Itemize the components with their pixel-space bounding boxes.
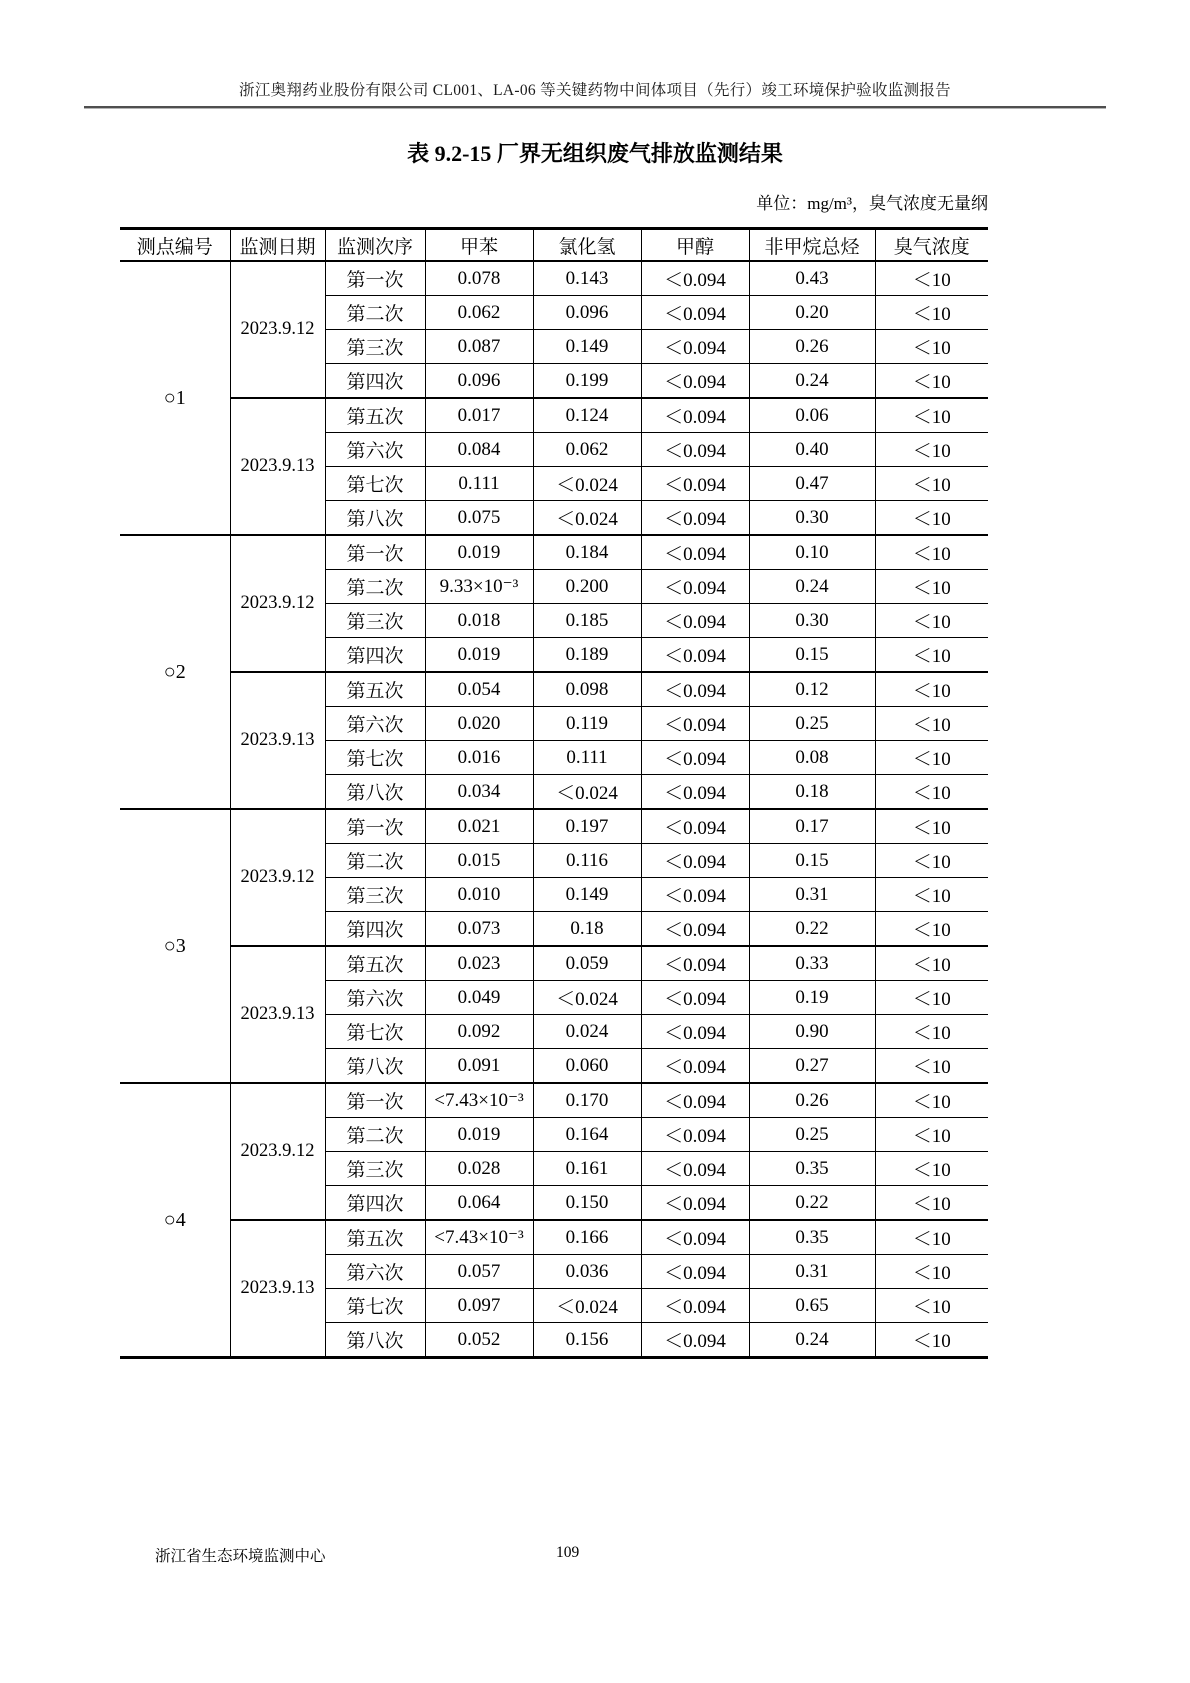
value-cell: ＜10	[875, 570, 988, 604]
value-cell: 0.036	[533, 1255, 641, 1289]
value-cell: ＜0.094	[641, 1323, 749, 1358]
value-cell: 0.054	[425, 672, 533, 707]
value-cell: ＜10	[875, 707, 988, 741]
point-id-cell: ○2	[120, 535, 230, 809]
value-cell: ＜10	[875, 330, 988, 364]
value-cell: 0.019	[425, 1118, 533, 1152]
value-cell: 0.197	[533, 809, 641, 844]
value-cell: 0.062	[425, 296, 533, 330]
value-cell: ＜0.094	[641, 912, 749, 947]
value-cell: ＜0.094	[641, 364, 749, 399]
value-cell: 0.078	[425, 261, 533, 296]
sequence-cell: 第二次	[325, 570, 425, 604]
value-cell: 0.20	[749, 296, 875, 330]
column-header: 监测次序	[325, 229, 425, 262]
sequence-cell: 第三次	[325, 1152, 425, 1186]
value-cell: 0.24	[749, 1323, 875, 1358]
value-cell: ＜0.094	[641, 809, 749, 844]
value-cell: ＜0.094	[641, 433, 749, 467]
sequence-cell: 第二次	[325, 1118, 425, 1152]
value-cell: 0.27	[749, 1049, 875, 1084]
value-cell: ＜10	[875, 912, 988, 947]
value-cell: 0.098	[533, 672, 641, 707]
column-header: 监测日期	[230, 229, 325, 262]
value-cell: ＜0.024	[533, 501, 641, 536]
value-cell: 0.43	[749, 261, 875, 296]
sequence-cell: 第四次	[325, 912, 425, 947]
value-cell: 0.90	[749, 1015, 875, 1049]
value-cell: 0.25	[749, 1118, 875, 1152]
value-cell: ＜10	[875, 535, 988, 570]
value-cell: ＜0.094	[641, 1015, 749, 1049]
value-cell: ＜0.024	[533, 775, 641, 810]
value-cell: 0.124	[533, 398, 641, 433]
value-cell: ＜10	[875, 946, 988, 981]
value-cell: ＜0.094	[641, 946, 749, 981]
monitoring-results-table	[120, 227, 988, 1359]
value-cell: ＜10	[875, 1255, 988, 1289]
value-cell: 0.087	[425, 330, 533, 364]
date-cell: 2023.9.13	[230, 672, 325, 809]
value-cell: 0.075	[425, 501, 533, 536]
date-cell: 2023.9.13	[230, 946, 325, 1083]
table-row	[120, 946, 988, 981]
value-cell: ＜0.094	[641, 672, 749, 707]
sequence-cell: 第一次	[325, 809, 425, 844]
value-cell: 0.023	[425, 946, 533, 981]
value-cell: 0.22	[749, 912, 875, 947]
value-cell: 0.021	[425, 809, 533, 844]
value-cell: 0.15	[749, 844, 875, 878]
value-cell: <7.43×10⁻³	[425, 1083, 533, 1118]
sequence-cell: 第八次	[325, 1049, 425, 1084]
value-cell: ＜0.094	[641, 467, 749, 501]
value-cell: 0.097	[425, 1289, 533, 1323]
value-cell: 0.24	[749, 570, 875, 604]
value-cell: 0.091	[425, 1049, 533, 1084]
value-cell: <7.43×10⁻³	[425, 1220, 533, 1255]
sequence-cell: 第七次	[325, 1289, 425, 1323]
sequence-cell: 第五次	[325, 946, 425, 981]
value-cell: ＜0.024	[533, 981, 641, 1015]
value-cell: ＜0.094	[641, 1220, 749, 1255]
value-cell: ＜0.094	[641, 1118, 749, 1152]
value-cell: ＜10	[875, 1220, 988, 1255]
value-cell: ＜10	[875, 1323, 988, 1358]
value-cell: ＜10	[875, 775, 988, 810]
column-header: 测点编号	[120, 229, 230, 262]
sequence-cell: 第四次	[325, 638, 425, 673]
value-cell: ＜10	[875, 467, 988, 501]
value-cell: ＜0.094	[641, 844, 749, 878]
value-cell: 0.017	[425, 398, 533, 433]
value-cell: 0.149	[533, 878, 641, 912]
sequence-cell: 第五次	[325, 1220, 425, 1255]
value-cell: ＜10	[875, 741, 988, 775]
value-cell: ＜10	[875, 809, 988, 844]
date-cell: 2023.9.13	[230, 398, 325, 535]
value-cell: 0.08	[749, 741, 875, 775]
value-cell: 0.200	[533, 570, 641, 604]
table-title: 表 9.2-15 厂界无组织废气排放监测结果	[407, 141, 783, 166]
sequence-cell: 第六次	[325, 1255, 425, 1289]
table-row	[120, 535, 988, 570]
value-cell: 0.111	[533, 741, 641, 775]
point-id-cell: ○3	[120, 809, 230, 1083]
value-cell: 0.24	[749, 364, 875, 399]
value-cell: 0.164	[533, 1118, 641, 1152]
sequence-cell: 第六次	[325, 433, 425, 467]
value-cell: 0.143	[533, 261, 641, 296]
value-cell: ＜10	[875, 1118, 988, 1152]
header-divider	[84, 106, 1106, 109]
value-cell: 0.47	[749, 467, 875, 501]
date-cell: 2023.9.12	[230, 261, 325, 398]
value-cell: ＜0.024	[533, 467, 641, 501]
value-cell: ＜0.094	[641, 261, 749, 296]
value-cell: 0.161	[533, 1152, 641, 1186]
value-cell: 0.060	[533, 1049, 641, 1084]
value-cell: 0.052	[425, 1323, 533, 1358]
value-cell: 0.170	[533, 1083, 641, 1118]
report-header: 浙江奥翔药业股份有限公司 CL001、LA-06 等关键药物中间体项目（先行）竣工环境保护验收监测报告	[239, 82, 951, 99]
sequence-cell: 第三次	[325, 604, 425, 638]
value-cell: ＜0.094	[641, 1289, 749, 1323]
date-cell: 2023.9.12	[230, 535, 325, 672]
value-cell: 0.111	[425, 467, 533, 501]
value-cell: 0.062	[533, 433, 641, 467]
sequence-cell: 第五次	[325, 398, 425, 433]
value-cell: 0.31	[749, 878, 875, 912]
value-cell: ＜10	[875, 878, 988, 912]
value-cell: 0.19	[749, 981, 875, 1015]
value-cell: ＜10	[875, 1186, 988, 1221]
column-header: 臭气浓度	[875, 229, 988, 262]
value-cell: ＜0.024	[533, 1289, 641, 1323]
sequence-cell: 第七次	[325, 741, 425, 775]
table-row	[120, 261, 988, 296]
value-cell: ＜10	[875, 1083, 988, 1118]
value-cell: 0.199	[533, 364, 641, 399]
value-cell: ＜10	[875, 433, 988, 467]
value-cell: ＜0.094	[641, 981, 749, 1015]
value-cell: ＜10	[875, 604, 988, 638]
table-header-row	[120, 229, 988, 262]
value-cell: ＜10	[875, 1152, 988, 1186]
sequence-cell: 第四次	[325, 1186, 425, 1221]
sequence-cell: 第三次	[325, 878, 425, 912]
value-cell: ＜0.094	[641, 535, 749, 570]
sequence-cell: 第八次	[325, 1323, 425, 1358]
value-cell: ＜0.094	[641, 1152, 749, 1186]
value-cell: ＜10	[875, 1015, 988, 1049]
value-cell: 0.019	[425, 535, 533, 570]
value-cell: 9.33×10⁻³	[425, 570, 533, 604]
point-id-cell: ○4	[120, 1083, 230, 1358]
table-row	[120, 1220, 988, 1255]
value-cell: 0.015	[425, 844, 533, 878]
value-cell: 0.10	[749, 535, 875, 570]
value-cell: 0.26	[749, 1083, 875, 1118]
value-cell: ＜0.094	[641, 330, 749, 364]
sequence-cell: 第八次	[325, 501, 425, 536]
value-cell: 0.166	[533, 1220, 641, 1255]
value-cell: 0.18	[749, 775, 875, 810]
sequence-cell: 第二次	[325, 296, 425, 330]
value-cell: 0.156	[533, 1323, 641, 1358]
value-cell: 0.40	[749, 433, 875, 467]
value-cell: 0.25	[749, 707, 875, 741]
value-cell: 0.116	[533, 844, 641, 878]
value-cell: 0.010	[425, 878, 533, 912]
value-cell: ＜0.094	[641, 878, 749, 912]
value-cell: 0.22	[749, 1186, 875, 1221]
table-row	[120, 809, 988, 844]
sequence-cell: 第二次	[325, 844, 425, 878]
column-header: 甲苯	[425, 229, 533, 262]
value-cell: 0.65	[749, 1289, 875, 1323]
column-header: 氯化氢	[533, 229, 641, 262]
value-cell: ＜10	[875, 261, 988, 296]
value-cell: ＜0.094	[641, 741, 749, 775]
value-cell: 0.092	[425, 1015, 533, 1049]
sequence-cell: 第八次	[325, 775, 425, 810]
value-cell: 0.059	[533, 946, 641, 981]
value-cell: 0.028	[425, 1152, 533, 1186]
value-cell: ＜10	[875, 981, 988, 1015]
value-cell: 0.119	[533, 707, 641, 741]
value-cell: ＜10	[875, 398, 988, 433]
sequence-cell: 第一次	[325, 535, 425, 570]
value-cell: ＜0.094	[641, 501, 749, 536]
value-cell: ＜0.094	[641, 604, 749, 638]
value-cell: 0.064	[425, 1186, 533, 1221]
value-cell: ＜10	[875, 638, 988, 673]
sequence-cell: 第四次	[325, 364, 425, 399]
value-cell: 0.073	[425, 912, 533, 947]
value-cell: 0.184	[533, 535, 641, 570]
sequence-cell: 第六次	[325, 707, 425, 741]
column-header: 非甲烷总烃	[749, 229, 875, 262]
value-cell: ＜10	[875, 844, 988, 878]
value-cell: ＜0.094	[641, 1049, 749, 1084]
value-cell: 0.33	[749, 946, 875, 981]
value-cell: 0.049	[425, 981, 533, 1015]
value-cell: ＜0.094	[641, 1083, 749, 1118]
table-row	[120, 1083, 988, 1118]
value-cell: ＜10	[875, 364, 988, 399]
table-row	[120, 398, 988, 433]
date-cell: 2023.9.13	[230, 1220, 325, 1358]
value-cell: 0.034	[425, 775, 533, 810]
value-cell: ＜0.094	[641, 1186, 749, 1221]
value-cell: ＜0.094	[641, 775, 749, 810]
unit-note: 单位：mg/m³，臭气浓度无量纲	[756, 194, 988, 213]
value-cell: 0.019	[425, 638, 533, 673]
value-cell: 0.17	[749, 809, 875, 844]
value-cell: 0.024	[533, 1015, 641, 1049]
column-header: 甲醇	[641, 229, 749, 262]
value-cell: 0.096	[533, 296, 641, 330]
value-cell: ＜0.094	[641, 638, 749, 673]
value-cell: 0.31	[749, 1255, 875, 1289]
value-cell: 0.149	[533, 330, 641, 364]
value-cell: 0.26	[749, 330, 875, 364]
value-cell: 0.084	[425, 433, 533, 467]
date-cell: 2023.9.12	[230, 1083, 325, 1220]
value-cell: ＜0.094	[641, 570, 749, 604]
value-cell: 0.15	[749, 638, 875, 673]
value-cell: ＜10	[875, 296, 988, 330]
value-cell: ＜0.094	[641, 707, 749, 741]
value-cell: 0.12	[749, 672, 875, 707]
date-cell: 2023.9.12	[230, 809, 325, 946]
sequence-cell: 第七次	[325, 467, 425, 501]
value-cell: 0.30	[749, 501, 875, 536]
value-cell: 0.185	[533, 604, 641, 638]
value-cell: ＜0.094	[641, 398, 749, 433]
value-cell: 0.016	[425, 741, 533, 775]
value-cell: 0.18	[533, 912, 641, 947]
value-cell: 0.30	[749, 604, 875, 638]
value-cell: ＜10	[875, 501, 988, 536]
value-cell: ＜10	[875, 672, 988, 707]
sequence-cell: 第一次	[325, 261, 425, 296]
value-cell: ＜10	[875, 1049, 988, 1084]
value-cell: 0.020	[425, 707, 533, 741]
sequence-cell: 第三次	[325, 330, 425, 364]
sequence-cell: 第一次	[325, 1083, 425, 1118]
table-row	[120, 672, 988, 707]
value-cell: 0.150	[533, 1186, 641, 1221]
value-cell: ＜0.094	[641, 296, 749, 330]
sequence-cell: 第六次	[325, 981, 425, 1015]
point-id-cell: ○1	[120, 261, 230, 535]
value-cell: 0.35	[749, 1152, 875, 1186]
value-cell: 0.096	[425, 364, 533, 399]
value-cell: 0.018	[425, 604, 533, 638]
value-cell: 0.057	[425, 1255, 533, 1289]
value-cell: 0.06	[749, 398, 875, 433]
value-cell: ＜0.094	[641, 1255, 749, 1289]
value-cell: ＜10	[875, 1289, 988, 1323]
page-number: 109	[556, 1544, 580, 1561]
footer-organization: 浙江省生态环境监测中心	[155, 1548, 326, 1565]
value-cell: 0.189	[533, 638, 641, 673]
sequence-cell: 第五次	[325, 672, 425, 707]
value-cell: 0.35	[749, 1220, 875, 1255]
sequence-cell: 第七次	[325, 1015, 425, 1049]
